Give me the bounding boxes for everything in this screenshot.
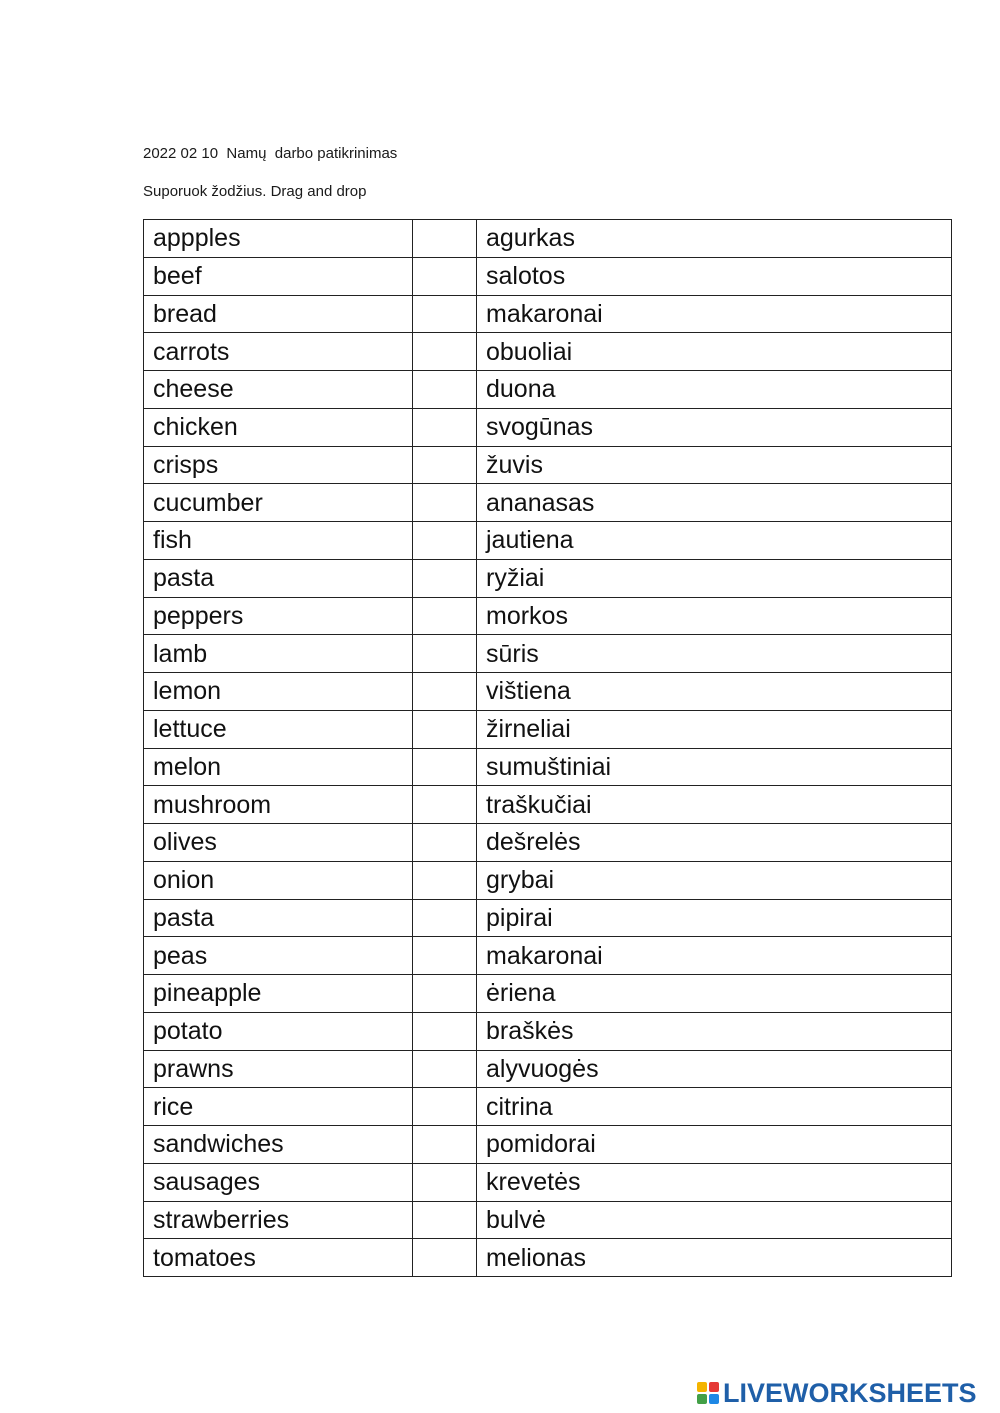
english-word[interactable]: carrots: [144, 333, 413, 371]
lithuanian-word[interactable]: agurkas: [477, 220, 952, 258]
drop-target-cell[interactable]: [413, 1163, 477, 1201]
table-row: [144, 899, 952, 937]
english-word[interactable]: tomatoes: [144, 1239, 413, 1277]
english-word[interactable]: chicken: [144, 408, 413, 446]
lithuanian-word[interactable]: salotos: [477, 257, 952, 295]
matching-table: [143, 219, 952, 1277]
english-word[interactable]: beef: [144, 257, 413, 295]
drop-target-cell[interactable]: [413, 371, 477, 409]
drop-target-cell[interactable]: [413, 559, 477, 597]
liveworksheets-logo-icon: [697, 1382, 719, 1404]
english-word[interactable]: lamb: [144, 635, 413, 673]
lithuanian-word[interactable]: makaronai: [477, 937, 952, 975]
english-word[interactable]: appples: [144, 220, 413, 258]
english-word[interactable]: cheese: [144, 371, 413, 409]
drop-target-cell[interactable]: [413, 597, 477, 635]
table-row: [144, 673, 952, 711]
english-word[interactable]: onion: [144, 861, 413, 899]
drop-target-cell[interactable]: [413, 748, 477, 786]
table-row: [144, 635, 952, 673]
table-row: [144, 559, 952, 597]
lithuanian-word[interactable]: žuvis: [477, 446, 952, 484]
table-row: [144, 484, 952, 522]
drop-target-cell[interactable]: [413, 446, 477, 484]
worksheet-instructions: Suporuok žodžius. Drag and drop: [143, 183, 367, 200]
english-word[interactable]: strawberries: [144, 1201, 413, 1239]
drop-target-cell[interactable]: [413, 408, 477, 446]
english-word[interactable]: crisps: [144, 446, 413, 484]
lithuanian-word[interactable]: morkos: [477, 597, 952, 635]
drop-target-cell[interactable]: [413, 937, 477, 975]
table-row: [144, 1163, 952, 1201]
lithuanian-word[interactable]: jautiena: [477, 522, 952, 560]
drop-target-cell[interactable]: [413, 1088, 477, 1126]
table-row: [144, 1012, 952, 1050]
liveworksheets-logo-text: LIVEWORKSHEETS: [723, 1378, 977, 1408]
lithuanian-word[interactable]: dešrelės: [477, 824, 952, 862]
lithuanian-word[interactable]: citrina: [477, 1088, 952, 1126]
worksheet-date-title: 2022 02 10 Namų darbo patikrinimas: [143, 145, 398, 162]
english-word[interactable]: sandwiches: [144, 1126, 413, 1164]
english-word[interactable]: mushroom: [144, 786, 413, 824]
drop-target-cell[interactable]: [413, 710, 477, 748]
table-row: [144, 1050, 952, 1088]
drop-target-cell[interactable]: [413, 975, 477, 1013]
table-row: [144, 1126, 952, 1164]
english-word[interactable]: sausages: [144, 1163, 413, 1201]
drop-target-cell[interactable]: [413, 220, 477, 258]
table-row: [144, 937, 952, 975]
lithuanian-word[interactable]: makaronai: [477, 295, 952, 333]
english-word[interactable]: bread: [144, 295, 413, 333]
drop-target-cell[interactable]: [413, 861, 477, 899]
table-row: [144, 220, 952, 258]
lithuanian-word[interactable]: sūris: [477, 635, 952, 673]
drop-target-cell[interactable]: [413, 484, 477, 522]
table-row: [144, 446, 952, 484]
drop-target-cell[interactable]: [413, 1239, 477, 1277]
drop-target-cell[interactable]: [413, 1201, 477, 1239]
lithuanian-word[interactable]: grybai: [477, 861, 952, 899]
lithuanian-word[interactable]: alyvuogės: [477, 1050, 952, 1088]
drop-target-cell[interactable]: [413, 1012, 477, 1050]
table-row: [144, 1201, 952, 1239]
table-row: [144, 408, 952, 446]
english-word[interactable]: potato: [144, 1012, 413, 1050]
english-word[interactable]: melon: [144, 748, 413, 786]
english-word[interactable]: olives: [144, 824, 413, 862]
table-row: [144, 824, 952, 862]
drop-target-cell[interactable]: [413, 1126, 477, 1164]
table-row: [144, 597, 952, 635]
drop-target-cell[interactable]: [413, 1050, 477, 1088]
lithuanian-word[interactable]: ėriena: [477, 975, 952, 1013]
lithuanian-word[interactable]: žirneliai: [477, 710, 952, 748]
english-word[interactable]: pineapple: [144, 975, 413, 1013]
lithuanian-word[interactable]: bulvė: [477, 1201, 952, 1239]
lithuanian-word[interactable]: sumuštiniai: [477, 748, 952, 786]
lithuanian-word[interactable]: obuoliai: [477, 333, 952, 371]
table-row: [144, 748, 952, 786]
drop-target-cell[interactable]: [413, 786, 477, 824]
lithuanian-word[interactable]: svogūnas: [477, 408, 952, 446]
table-row: [144, 371, 952, 409]
english-word[interactable]: cucumber: [144, 484, 413, 522]
english-word[interactable]: rice: [144, 1088, 413, 1126]
table-row: [144, 786, 952, 824]
lithuanian-word[interactable]: vištiena: [477, 673, 952, 711]
table-row: [144, 295, 952, 333]
drop-target-cell[interactable]: [413, 673, 477, 711]
matching-table-body: [144, 220, 952, 1277]
english-word[interactable]: fish: [144, 522, 413, 560]
table-row: [144, 257, 952, 295]
lithuanian-word[interactable]: ananasas: [477, 484, 952, 522]
drop-target-cell[interactable]: [413, 522, 477, 560]
drop-target-cell[interactable]: [413, 635, 477, 673]
lithuanian-word[interactable]: pomidorai: [477, 1126, 952, 1164]
english-word[interactable]: peppers: [144, 597, 413, 635]
drop-target-cell[interactable]: [413, 257, 477, 295]
lithuanian-word[interactable]: melionas: [477, 1239, 952, 1277]
english-word[interactable]: pasta: [144, 899, 413, 937]
lithuanian-word[interactable]: braškės: [477, 1012, 952, 1050]
english-word[interactable]: lettuce: [144, 710, 413, 748]
table-row: [144, 333, 952, 371]
drop-target-cell[interactable]: [413, 295, 477, 333]
table-row: [144, 710, 952, 748]
drop-target-cell[interactable]: [413, 333, 477, 371]
english-word[interactable]: pasta: [144, 559, 413, 597]
drop-target-cell[interactable]: [413, 824, 477, 862]
lithuanian-word[interactable]: duona: [477, 371, 952, 409]
lithuanian-word[interactable]: pipirai: [477, 899, 952, 937]
table-row: [144, 1239, 952, 1277]
liveworksheets-logo: [697, 1377, 977, 1409]
table-row: [144, 1088, 952, 1126]
table-row: [144, 861, 952, 899]
lithuanian-word[interactable]: ryžiai: [477, 559, 952, 597]
lithuanian-word[interactable]: krevetės: [477, 1163, 952, 1201]
drop-target-cell[interactable]: [413, 899, 477, 937]
table-row: [144, 522, 952, 560]
english-word[interactable]: lemon: [144, 673, 413, 711]
table-row: [144, 975, 952, 1013]
lithuanian-word[interactable]: traškučiai: [477, 786, 952, 824]
english-word[interactable]: peas: [144, 937, 413, 975]
english-word[interactable]: prawns: [144, 1050, 413, 1088]
